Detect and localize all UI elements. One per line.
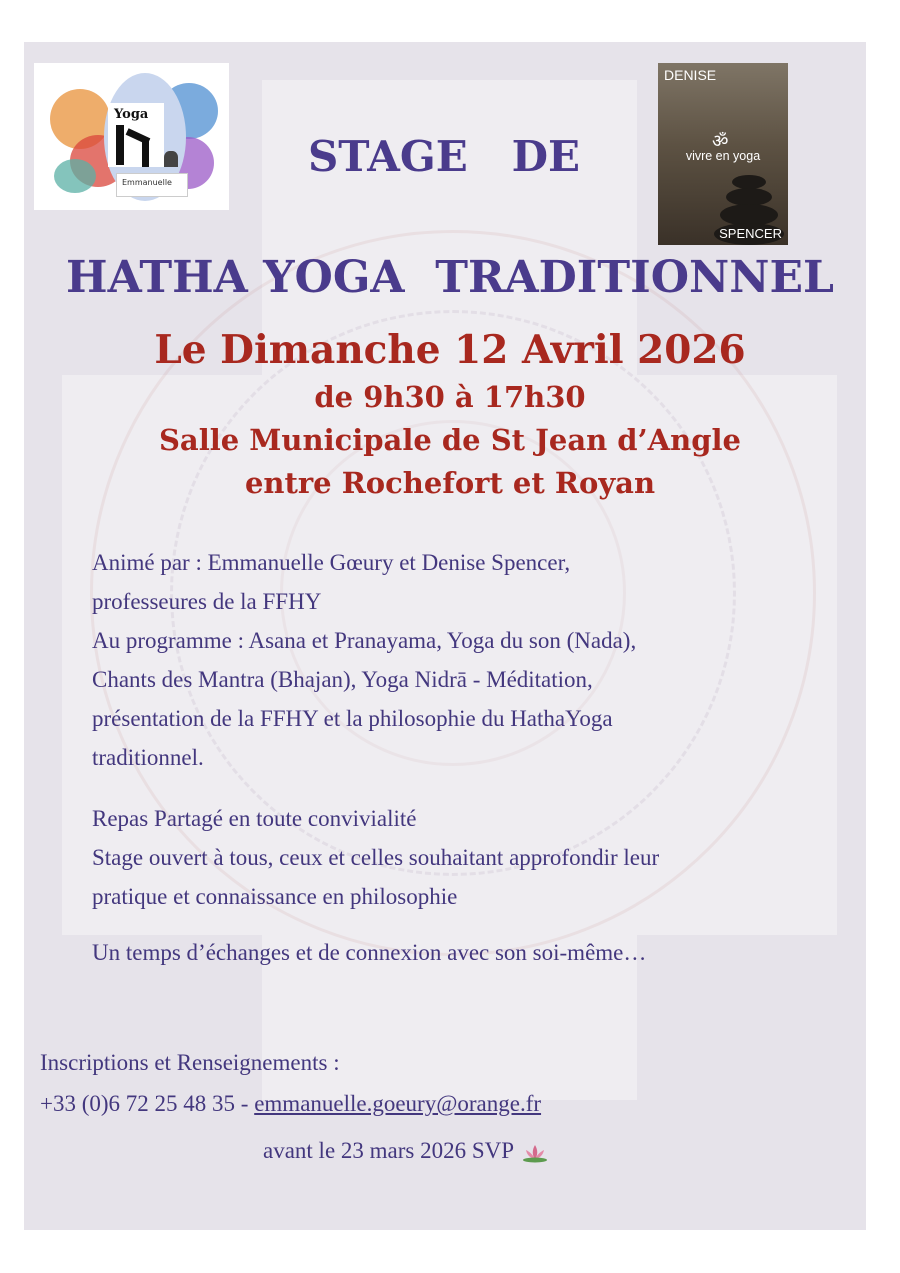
event-venue: Salle Municipale de St Jean d’Angle [158, 423, 741, 457]
event-time: de 9h30 à 17h30 [314, 380, 586, 414]
extras-line: pratique et connaissance en philosophie [92, 884, 458, 909]
deadline-text: avant le 23 mars 2026 SVP [263, 1138, 515, 1163]
extras-section [92, 799, 659, 916]
book-author-last: SPENCER [719, 226, 782, 241]
program-section [92, 543, 636, 777]
closing-line: Un temps d’échanges et de connexion avec son soi-même… [92, 940, 647, 965]
program-line: présentation de la FFHY et la philosophie du HathaYoga [92, 706, 613, 731]
contact-line [40, 1084, 541, 1123]
program-line: Animé par : Emmanuelle Gœury et Denise Spencer, [92, 550, 571, 575]
event-location: entre Rochefort et Royan [244, 466, 656, 500]
book-author-first: DENISE [664, 67, 717, 83]
program-line: Au programme : Asana et Pranayama, Yoga du son (Nada), [92, 628, 637, 653]
contact-title: Inscriptions et Renseignements : [40, 1050, 340, 1075]
contact-phone: +33 (0)6 72 25 48 35 - [40, 1091, 255, 1116]
contact-email-link[interactable]: emmanuelle.goeury@orange.fr [254, 1091, 542, 1116]
program-line: professeures de la FFHY [92, 589, 322, 614]
title-stage-de: STAGE DE [307, 132, 581, 181]
om-symbol: ॐ [712, 131, 729, 152]
logo-word: Yoga [114, 107, 149, 122]
book-title: vivre en yoga [685, 149, 761, 163]
extras-line: Stage ouvert à tous, ceux et celles souhaitant approfondir leur [92, 845, 660, 870]
deadline-line [263, 1131, 550, 1170]
lotus-icon [520, 1143, 550, 1163]
title-hatha-yoga: HATHA YOGA TRADITIONNEL [66, 252, 834, 303]
program-line: traditionnel. [92, 745, 204, 770]
program-line: Chants des Mantra (Bhajan), Yoga Nidrā - Méditation, [92, 667, 593, 692]
event-date: Le Dimanche 12 Avril 2026 [154, 327, 746, 373]
extras-line: Repas Partagé en toute convivialité [92, 806, 417, 831]
logo-signature: Emmanuelle [122, 178, 172, 187]
